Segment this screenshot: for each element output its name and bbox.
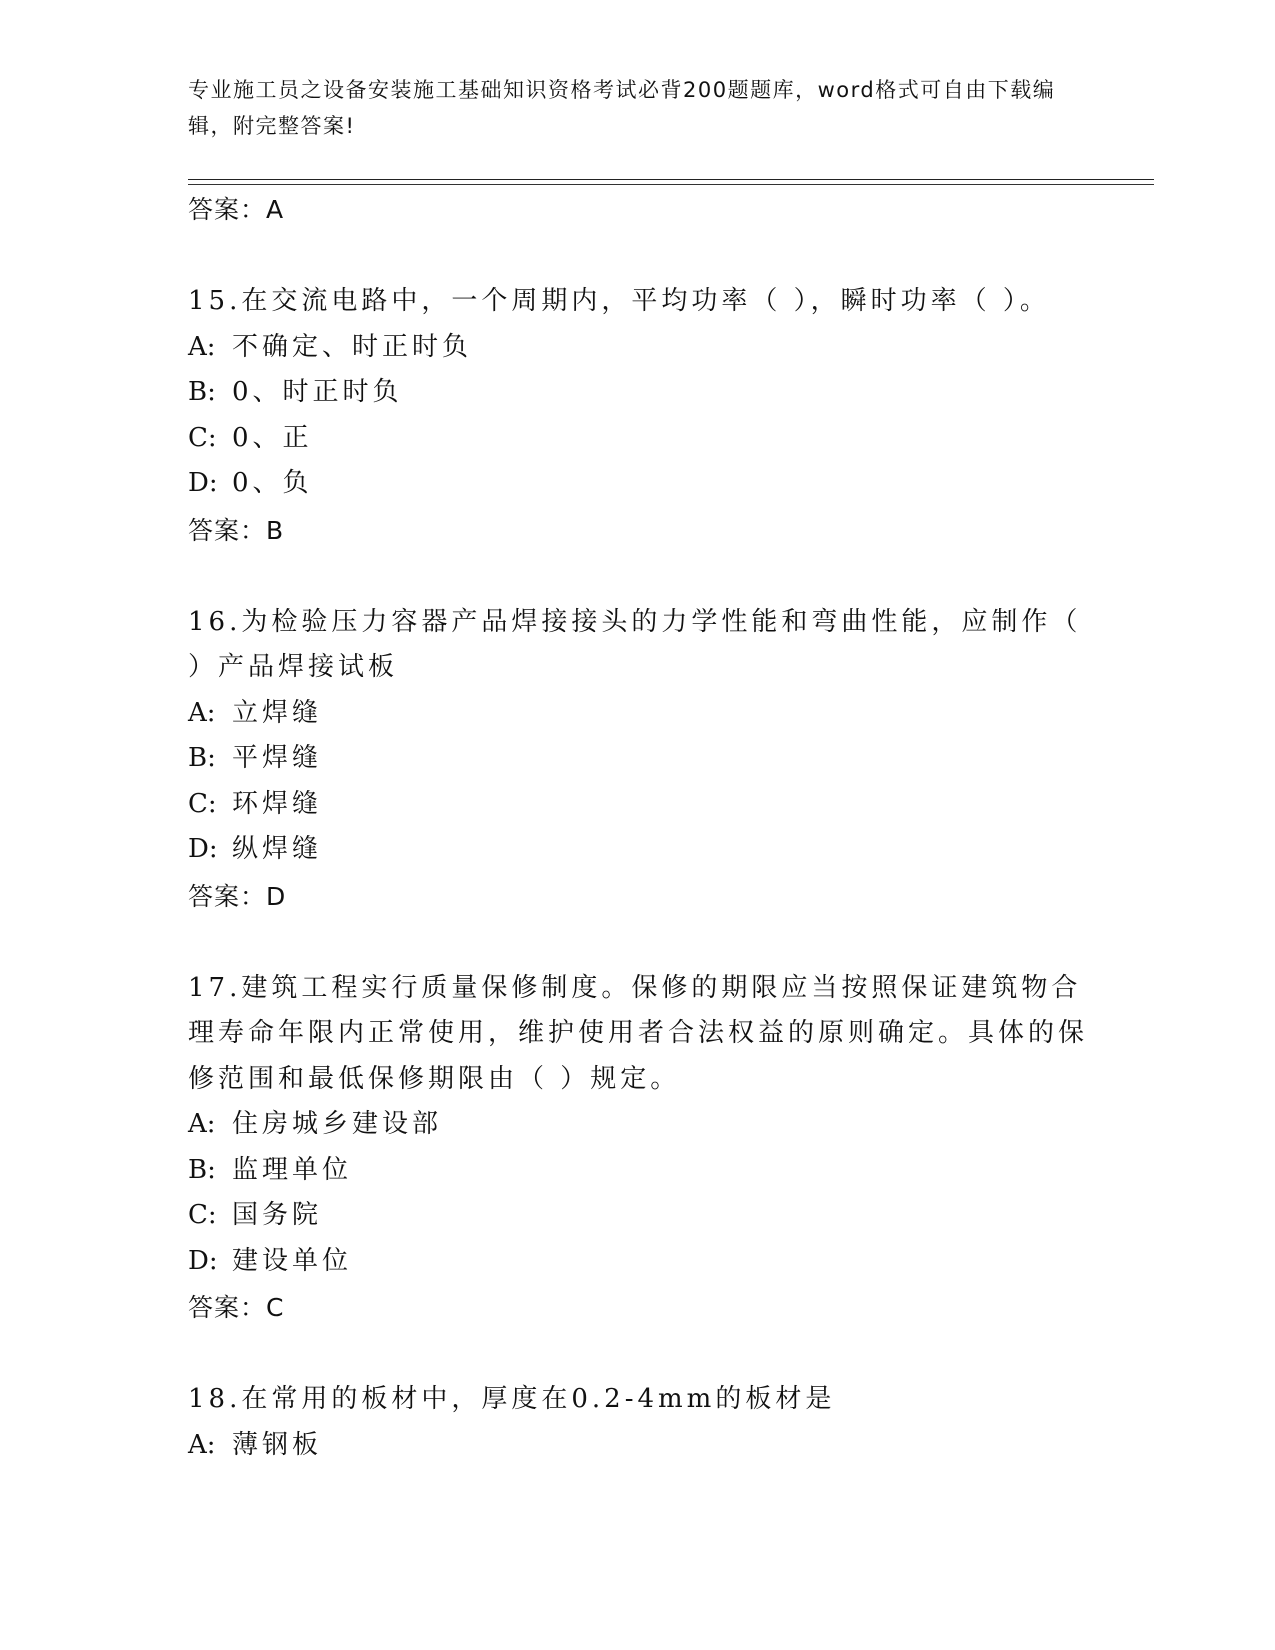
option-label: A: <box>188 331 216 362</box>
option-text: 建设单位 <box>232 1245 353 1276</box>
option-text: 0、负 <box>232 468 313 498</box>
question-15 <box>188 279 1088 555</box>
option-label: A: <box>188 1429 216 1460</box>
header-rule-thin <box>188 184 1154 185</box>
option-text: 监理单位 <box>232 1154 353 1185</box>
answer-text: 答案：D <box>188 881 287 911</box>
option-c <box>188 1193 1088 1239</box>
option-label: B: <box>188 377 216 407</box>
question-17 <box>188 966 1088 1333</box>
option-c <box>188 782 1088 828</box>
option-label: A: <box>188 697 216 728</box>
option-text: 0、正 <box>232 422 313 453</box>
option-text: 环焊缝 <box>232 788 323 819</box>
header-rule-thick <box>188 179 1154 180</box>
option-label: B: <box>188 1154 216 1185</box>
option-text: 住房城乡建设部 <box>232 1109 443 1139</box>
option-a <box>188 691 1088 737</box>
option-a <box>188 325 1088 371</box>
question-16 <box>188 600 1088 921</box>
option-d <box>188 827 1088 873</box>
option-a <box>188 1102 1088 1148</box>
option-label: D: <box>188 1245 218 1276</box>
answer-text: 答案：C <box>188 1293 285 1322</box>
option-label: A: <box>188 1109 216 1139</box>
option-label: D: <box>188 834 218 864</box>
option-b <box>188 736 1088 782</box>
option-label: B: <box>188 743 216 773</box>
option-b <box>188 370 1088 416</box>
option-label: C: <box>188 422 217 453</box>
option-text: 国务院 <box>232 1200 323 1230</box>
question-stem: 16.为检验压力容器产品焊接接头的力学性能和弯曲性能，应制作（ ）产品焊接试板 <box>188 606 1082 682</box>
option-b <box>188 1148 1088 1194</box>
document-body <box>188 186 1088 1468</box>
option-text: 薄钢板 <box>232 1429 323 1460</box>
option-label: C: <box>188 788 217 819</box>
option-text: 立焊缝 <box>232 697 323 728</box>
option-d <box>188 1239 1088 1285</box>
option-label: D: <box>188 468 218 498</box>
option-c <box>188 416 1088 462</box>
option-text: 平焊缝 <box>232 743 323 773</box>
question-stem: 17.建筑工程实行质量保修制度。保修的期限应当按照保证建筑物合理寿命年限内正常使用，维护使用者合法权益的原则确定。具体的保修范围和最低保修期限由（ ）规定。 <box>188 972 1089 1094</box>
option-text: 0、时正时负 <box>232 377 403 407</box>
question-18 <box>188 1377 1088 1468</box>
option-text: 不确定、时正时负 <box>232 331 473 362</box>
option-d <box>188 461 1088 507</box>
document-header: 专业施工员之设备安装施工基础知识资格考试必背200题题库，word格式可自由下载编辑，附完整答案! <box>188 78 1056 138</box>
question-stem: 15.在交流电路中，一个周期内，平均功率（ ），瞬时功率（ ）。 <box>188 286 1050 316</box>
question-stem: 18.在常用的板材中，厚度在0.2-4mm的板材是 <box>188 1384 836 1414</box>
answer-text: 答案：A <box>188 195 285 224</box>
answer-text: 答案：B <box>188 515 285 545</box>
option-a <box>188 1423 1088 1469</box>
option-label: C: <box>188 1200 217 1230</box>
option-text: 纵焊缝 <box>232 834 323 864</box>
